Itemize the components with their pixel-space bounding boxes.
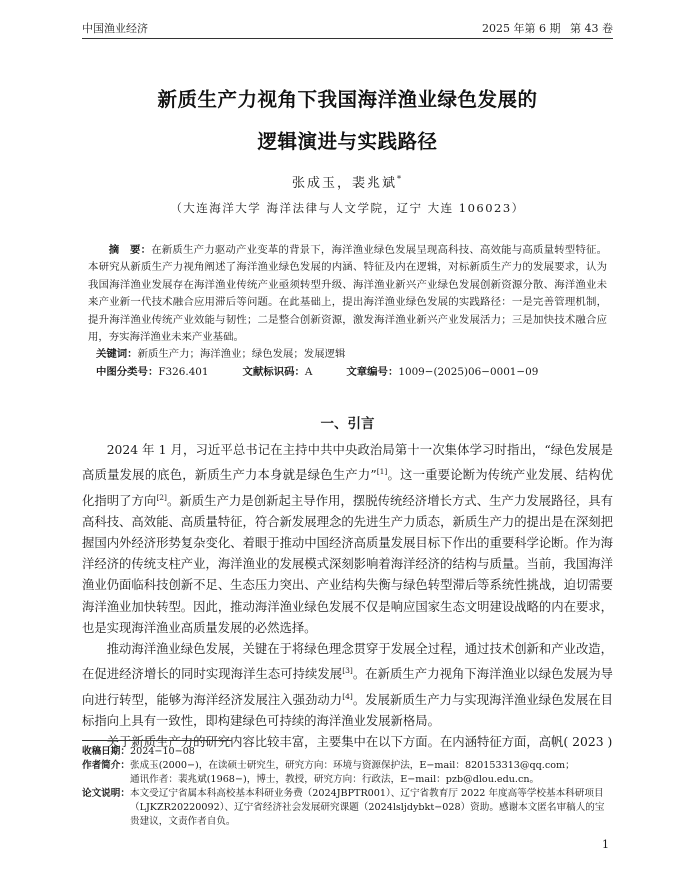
received-label: 收稿日期： bbox=[82, 746, 130, 757]
citation-1[interactable]: [1] bbox=[376, 467, 388, 477]
clc-value: F326.401 bbox=[158, 365, 209, 378]
author-list bbox=[82, 172, 613, 191]
clc-cell bbox=[96, 364, 209, 381]
keywords-line bbox=[88, 346, 607, 363]
paragraph-1 bbox=[82, 440, 613, 639]
author-bio bbox=[130, 759, 613, 787]
article-title-line-2: 逻辑演进与实践路径 bbox=[257, 130, 438, 153]
received-date: 2024−10−08 bbox=[130, 746, 195, 757]
author-bio-row bbox=[82, 759, 613, 787]
classification-line bbox=[88, 364, 607, 381]
paragraph-2 bbox=[82, 639, 613, 732]
paragraph-2-part-c: 。发展新质生产力与实现海洋渔业绿色发展在目标指向上具有一致性，即构建绿色可持续的海洋渔业发展新格局。 bbox=[82, 692, 613, 728]
doc-code-value: A bbox=[304, 365, 313, 378]
citation-4[interactable]: [4] bbox=[342, 691, 353, 701]
paragraph-3: 关于新质生产力的研究内容比较丰富，主要集中在以下方面。在内涵特征方面，高帆( 2023 ) bbox=[106, 735, 613, 750]
corresponding-author-mark: * bbox=[397, 174, 403, 184]
footnote-divider bbox=[82, 740, 232, 741]
author-affiliation: （大连海洋大学 海洋法律与人文学院，辽宁 大连 106023） bbox=[170, 201, 525, 215]
abstract-text: 在新质生产力驱动产业变革的背景下，海洋渔业绿色发展呈现高科技、高效能与高质量转型特征。本研究从新质生产力视角阐述了海洋渔业绿色发展的内涵、特征及内在逻辑，对标新质生产力的发展要求，认为我国海洋渔业发展存在海洋渔业传统产业亟须转型升级、海洋渔业新兴产业绿色发展创新资源分散、海洋渔业未来产业新一代技术融合应用滞后等问题。在此基础上，提出海洋渔业绿色发展的实践路径：一是完善管理机制，提升海洋渔业传统产业效能与韧性；二是整合创新资源，激发海洋渔业新兴产业发展活力；三是加快技术融合应用，夯实海洋渔业未来产业基础。 bbox=[88, 244, 607, 344]
doc-code-label: 文献标识码： bbox=[242, 365, 305, 378]
funding-row bbox=[82, 787, 613, 829]
clc-label: 中图分类号： bbox=[96, 365, 159, 378]
running-header bbox=[82, 18, 613, 39]
abstract-label: 摘 要： bbox=[108, 244, 152, 256]
author-bio-2: 通讯作者：裴兆斌(1968−)，博士，教授，研究方向：行政法，E−mail：pzb@dlou.edu.cn。 bbox=[130, 774, 540, 785]
abstract-block bbox=[88, 242, 607, 381]
received-date-row bbox=[82, 745, 613, 759]
funding-label: 论文说明： bbox=[82, 788, 130, 799]
funding-text: 本文受辽宁省属本科高校基本科研业务费（2024JBPTR001）、辽宁省教育厅 2022 年度高等学校基本科研项目（LJKZR20220092）、辽宁省经济社会发展研究课题（2024lsljdybkt−028）资助。感谢本文匿名审稿人的宝贵建议，文责作者自负。 bbox=[130, 788, 605, 827]
citation-3[interactable]: [3] bbox=[342, 666, 353, 676]
section-heading-introduction: 一、引言 bbox=[320, 416, 375, 432]
article-no-label: 文章编号： bbox=[346, 365, 399, 378]
author-names: 张成玉，裴兆斌 bbox=[291, 176, 397, 191]
journal-name: 中国渔业经济 bbox=[82, 22, 148, 35]
paragraph-1-part-b: 。这一重要论断为传统产业发展、结构优化指明了方向 bbox=[82, 468, 613, 508]
paragraph-2-part-a: 推动海洋渔业绿色发展，关键在于将绿色理念贯穿于发展全过程，通过技术创新和产业改造，在促进经济增长的同时实现海洋生态可持续发展 bbox=[82, 642, 613, 682]
article-title-line-1: 新质生产力视角下我国海洋渔业绿色发展的 bbox=[157, 88, 538, 111]
footnotes bbox=[82, 745, 613, 829]
article-no-value: 1009−(2025)06−0001−09 bbox=[398, 365, 539, 378]
doc-code-cell bbox=[243, 364, 313, 381]
page-number: 1 bbox=[602, 838, 609, 851]
abstract bbox=[88, 242, 607, 346]
author-bio-label: 作者简介： bbox=[82, 760, 130, 771]
paragraph-1-part-c: 。新质生产力是创新起主导作用，摆脱传统经济增长方式、生产力发展路径，具有高科技、高效能、高质量特征，符合新发展理念的先进生产力质态，新质生产力的提出是在深刻把握国内外经济形势复杂变化、着眼于推动中国经济高质量发展目标下作出的重要科学论断。作为海洋经济的传统支柱产业，海洋渔业的发展模式深刻影响着海洋经济的结构与质量。当前，我国海洋渔业仍面临科技创新不足、生态压力突出、产业结构失衡与绿色转型滞后等系统性挑战，迫切需要海洋渔业加快转型。因此，推动海洋渔业绿色发展不仅是响应国家生态文明建设战略的内在要求，也是实现海洋渔业高质量发展的必然选择。 bbox=[82, 493, 614, 635]
article-no-cell bbox=[346, 364, 538, 381]
citation-2[interactable]: [2] bbox=[156, 492, 167, 502]
keywords: 新质生产力；海洋渔业；绿色发展；发展逻辑 bbox=[137, 348, 346, 361]
paragraph-2-part-b: 。在新质生产力视角下海洋渔业以绿色发展为导向进行转型，能够为海洋经济发展注入强劲动力 bbox=[82, 667, 613, 707]
paragraph-1-part-a: 2024 年 1 月，习近平总书记在主持中共中央政治局第十一次集体学习时指出，“绿色发展是高质量发展的底色，新质生产力本身就是绿色生产力” bbox=[82, 443, 613, 483]
author-bio-1: 张成玉(2000−)，在读硕士研究生，研究方向：环境与资源保护法，E−mail：820153313@qq.com； bbox=[130, 760, 575, 771]
keywords-label: 关键词： bbox=[96, 348, 138, 361]
issue-number: 2025 年第 6 期 bbox=[482, 22, 561, 35]
issue-info bbox=[482, 20, 613, 36]
body-text bbox=[82, 440, 613, 753]
volume-number: 第 43 卷 bbox=[570, 22, 613, 35]
